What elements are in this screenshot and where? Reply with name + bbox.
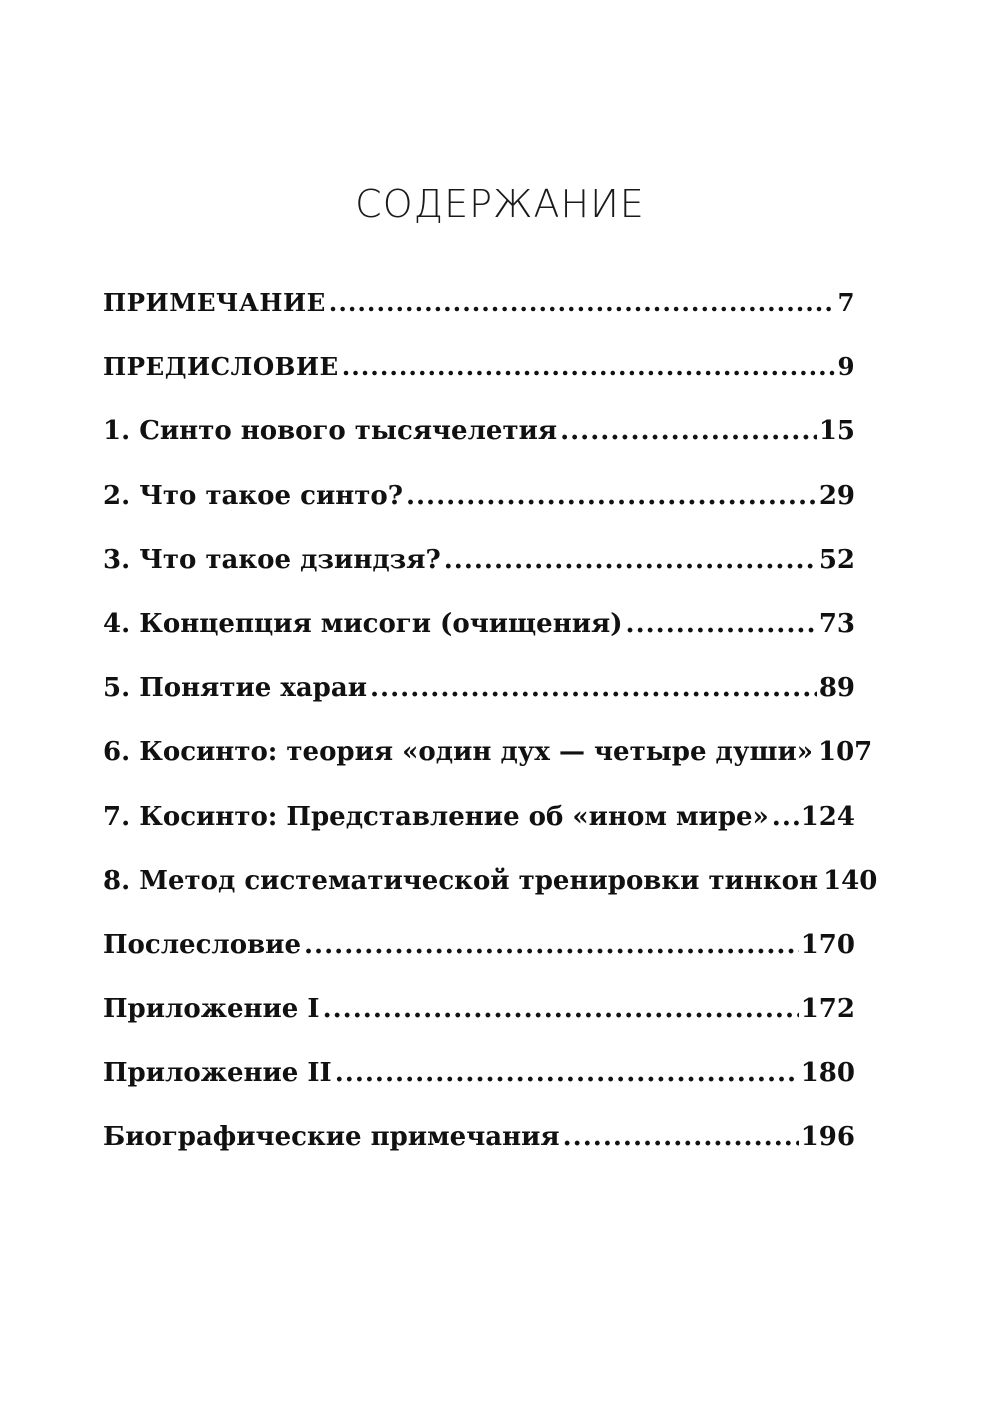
toc-entry bbox=[103, 347, 855, 411]
toc-list bbox=[103, 283, 878, 1182]
dot-leader bbox=[444, 540, 817, 580]
toc-entry-title: 3. Что такое дзиндзя? bbox=[103, 544, 441, 575]
toc-entry-page: 107 bbox=[818, 737, 873, 768]
toc-entry bbox=[103, 989, 855, 1053]
toc-entry-title: 6. Косинто: теория «один дух — четыре души» bbox=[103, 737, 813, 768]
toc-entry-title: 1. Синто нового тысячелетия bbox=[103, 416, 558, 447]
dot-leader bbox=[626, 604, 817, 644]
dot-leader bbox=[323, 989, 799, 1029]
toc-entry-title: 7. Косинто: Представление об «ином мире» bbox=[103, 801, 769, 832]
toc-entry-title: ПРИМЕЧАНИЕ bbox=[103, 288, 326, 317]
toc-entry-page: 29 bbox=[818, 480, 855, 511]
toc-entry-title: 2. Что такое синто? bbox=[103, 480, 403, 511]
toc-entry bbox=[103, 283, 855, 347]
toc-entry bbox=[103, 861, 878, 925]
toc-entry-page: 9 bbox=[837, 352, 855, 382]
dot-leader bbox=[406, 476, 817, 516]
toc-entry-page: 73 bbox=[818, 608, 855, 639]
toc-entry bbox=[103, 1117, 855, 1181]
dot-leader bbox=[304, 925, 799, 965]
dot-leader bbox=[335, 1053, 799, 1093]
toc-entry-page: 7 bbox=[837, 288, 855, 317]
toc-entry-title: 8. Метод систематической тренировки тинкон bbox=[103, 865, 819, 896]
toc-entry-title: Приложение II bbox=[103, 1058, 332, 1089]
toc-entry-title: Биографические примечания bbox=[103, 1122, 560, 1153]
toc-entry-page: 15 bbox=[818, 416, 855, 447]
toc-entry-page: 170 bbox=[800, 929, 855, 960]
toc-entry-title: 4. Концепция мисоги (очищения) bbox=[103, 608, 623, 639]
dot-leader bbox=[370, 668, 817, 708]
dot-leader bbox=[772, 797, 799, 837]
toc-entry bbox=[103, 925, 855, 989]
toc-entry bbox=[103, 411, 855, 475]
dot-leader bbox=[560, 411, 817, 451]
toc-entry bbox=[103, 668, 855, 732]
toc-entry-page: 196 bbox=[800, 1122, 855, 1153]
toc-entry-page: 180 bbox=[800, 1058, 855, 1089]
toc-entry-title: Послесловие bbox=[103, 929, 301, 960]
toc-entry-page: 124 bbox=[800, 801, 855, 832]
dot-leader bbox=[329, 283, 836, 323]
toc-heading: СОДЕРЖАНИЕ bbox=[355, 182, 645, 226]
toc-entry-page: 172 bbox=[800, 994, 855, 1025]
toc-entry bbox=[103, 732, 873, 796]
toc-entry-page: 89 bbox=[818, 673, 855, 704]
toc-entry bbox=[103, 797, 855, 861]
toc-entry-title: ПРЕДИСЛОВИЕ bbox=[103, 352, 339, 382]
toc-entry bbox=[103, 604, 855, 668]
toc-entry bbox=[103, 476, 855, 540]
toc-entry-page: 140 bbox=[823, 865, 878, 896]
toc-entry-title: Приложение I bbox=[103, 994, 320, 1025]
dot-leader bbox=[342, 347, 836, 387]
toc-entry-page: 52 bbox=[818, 544, 855, 575]
dot-leader bbox=[563, 1117, 799, 1157]
toc-entry-title: 5. Понятие хараи bbox=[103, 673, 367, 704]
toc-entry bbox=[103, 540, 855, 604]
toc-entry bbox=[103, 1053, 855, 1117]
